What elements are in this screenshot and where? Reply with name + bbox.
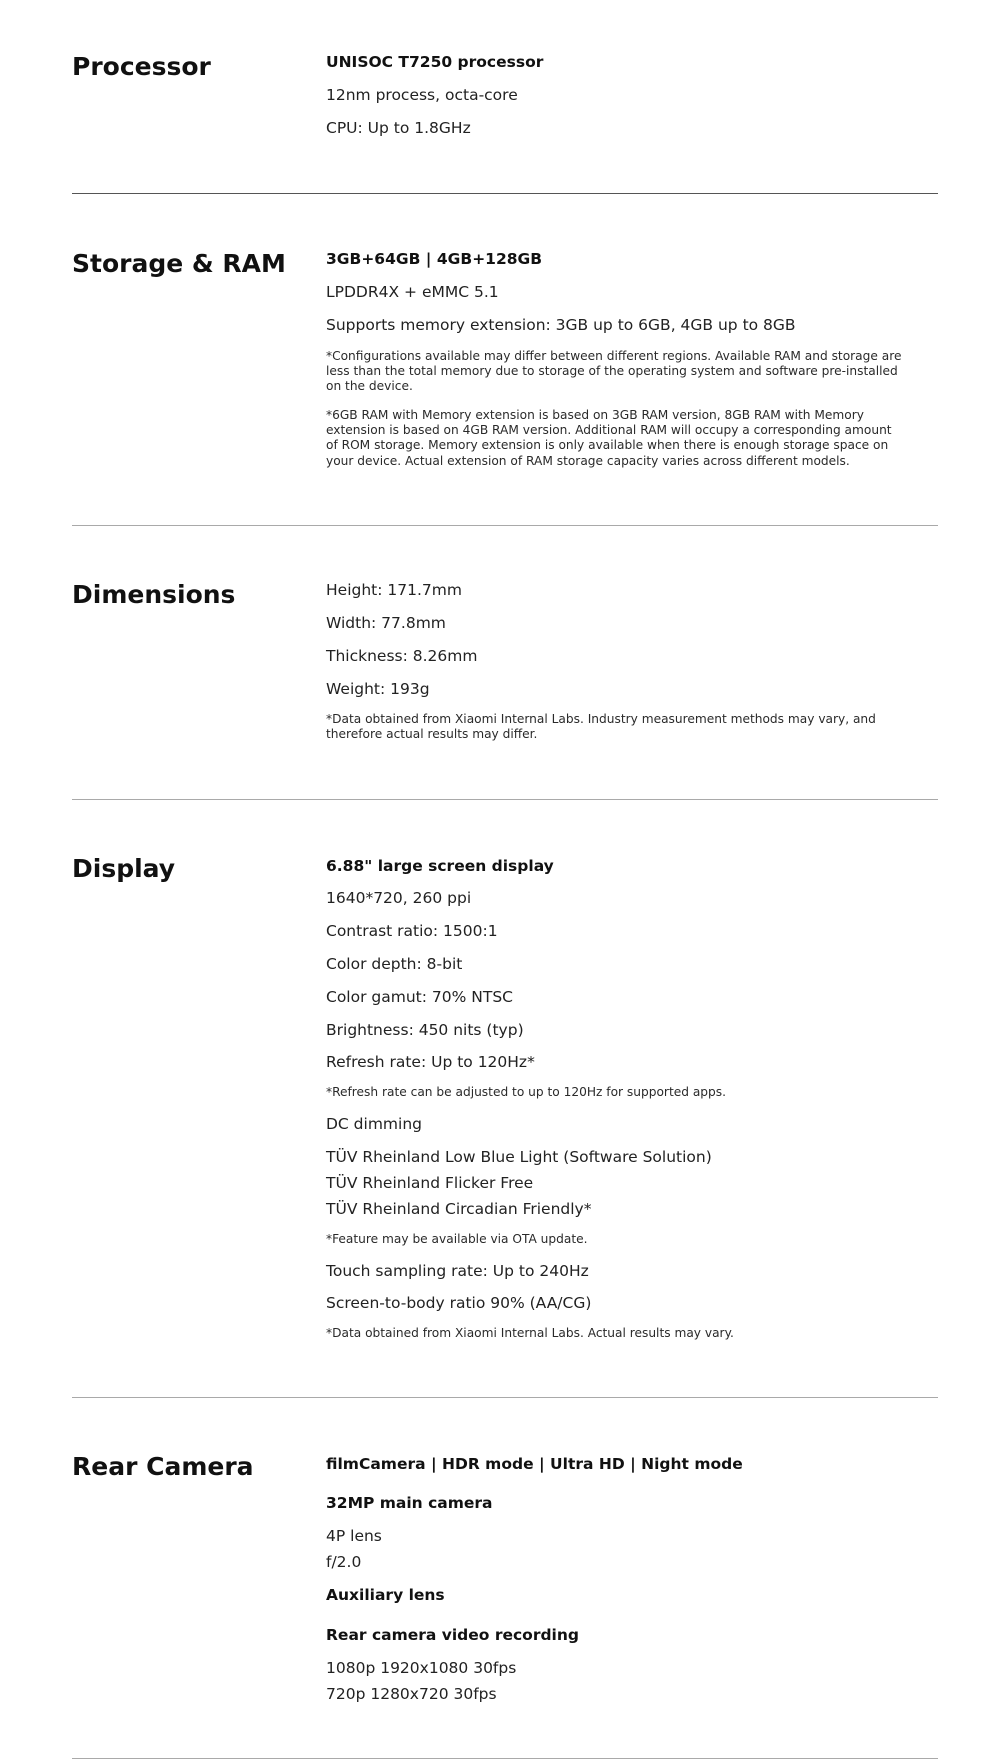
processor-cpu: CPU: Up to 1.8GHz bbox=[326, 119, 471, 137]
camera-lens: 4P lens bbox=[326, 1527, 382, 1545]
section-title-dimensions: Dimensions bbox=[72, 580, 236, 609]
processor-name: UNISOC T7250 processor bbox=[326, 53, 544, 71]
storage-note-configurations: *Configurations available may differ between different regions. Available RAM and storage are less than the total memory due to storage of the operating system and software pre-installed on the device. bbox=[326, 349, 902, 394]
section-divider bbox=[72, 193, 938, 194]
storage-configs: 3GB+64GB | 4GB+128GB bbox=[326, 250, 543, 268]
camera-auxiliary: Auxiliary lens bbox=[326, 1586, 445, 1604]
display-color-depth: Color depth: 8-bit bbox=[326, 955, 463, 973]
display-note-data: *Data obtained from Xiaomi Internal Labs. Actual results may vary. bbox=[326, 1326, 734, 1340]
camera-main: 32MP main camera bbox=[326, 1494, 493, 1512]
section-title-storage: Storage & RAM bbox=[72, 249, 286, 278]
display-size: 6.88" large screen display bbox=[326, 857, 554, 875]
camera-modes: filmCamera | HDR mode | Ultra HD | Night mode bbox=[326, 1455, 743, 1473]
camera-aperture: f/2.0 bbox=[326, 1553, 362, 1571]
display-dc-dimming: DC dimming bbox=[326, 1115, 422, 1133]
storage-memory-type: LPDDR4X + eMMC 5.1 bbox=[326, 283, 499, 301]
display-touch-sampling: Touch sampling rate: Up to 240Hz bbox=[326, 1262, 589, 1280]
storage-extension: Supports memory extension: 3GB up to 6GB, 4GB up to 8GB bbox=[326, 316, 796, 334]
display-resolution: 1640*720, 260 ppi bbox=[326, 889, 472, 907]
dimension-thickness: Thickness: 8.26mm bbox=[326, 647, 478, 665]
section-divider bbox=[72, 1397, 938, 1398]
section-divider bbox=[72, 1758, 938, 1759]
display-screen-to-body: Screen-to-body ratio 90% (AA/CG) bbox=[326, 1294, 592, 1312]
dimension-weight: Weight: 193g bbox=[326, 680, 430, 698]
section-divider bbox=[72, 525, 938, 526]
storage-note-extension: *6GB RAM with Memory extension is based on 3GB RAM version, 8GB RAM with Memory extension is based on 4GB RAM version. Additional RAM will occupy a corresponding amount of ROM storage. Memory extension is only available when there is enough storage space on your device. Actual extension of RAM storage capacity varies across different models. bbox=[326, 408, 892, 468]
display-tuv-circadian: TÜV Rheinland Circadian Friendly* bbox=[326, 1200, 592, 1218]
section-title-display: Display bbox=[72, 854, 176, 883]
dimension-width: Width: 77.8mm bbox=[326, 614, 446, 632]
display-brightness: Brightness: 450 nits (typ) bbox=[326, 1021, 524, 1039]
dimension-height: Height: 171.7mm bbox=[326, 581, 462, 599]
section-title-rear-camera: Rear Camera bbox=[72, 1452, 254, 1481]
display-note-ota: *Feature may be available via OTA update. bbox=[326, 1232, 588, 1246]
display-note-refresh: *Refresh rate can be adjusted to up to 120Hz for supported apps. bbox=[326, 1085, 726, 1099]
display-tuv-low-blue: TÜV Rheinland Low Blue Light (Software Solution) bbox=[326, 1148, 712, 1166]
camera-video-1080p: 1080p 1920x1080 30fps bbox=[326, 1659, 517, 1677]
section-divider bbox=[72, 799, 938, 800]
section-title-processor: Processor bbox=[72, 52, 211, 81]
display-refresh-rate: Refresh rate: Up to 120Hz* bbox=[326, 1053, 535, 1071]
display-tuv-flicker: TÜV Rheinland Flicker Free bbox=[326, 1174, 534, 1192]
camera-video-heading: Rear camera video recording bbox=[326, 1626, 580, 1644]
processor-process: 12nm process, octa-core bbox=[326, 86, 518, 104]
display-color-gamut: Color gamut: 70% NTSC bbox=[326, 988, 513, 1006]
dimensions-note: *Data obtained from Xiaomi Internal Labs. Industry measurement methods may vary, and therefore actual results may differ. bbox=[326, 712, 876, 742]
display-contrast: Contrast ratio: 1500:1 bbox=[326, 922, 498, 940]
camera-video-720p: 720p 1280x720 30fps bbox=[326, 1685, 497, 1703]
